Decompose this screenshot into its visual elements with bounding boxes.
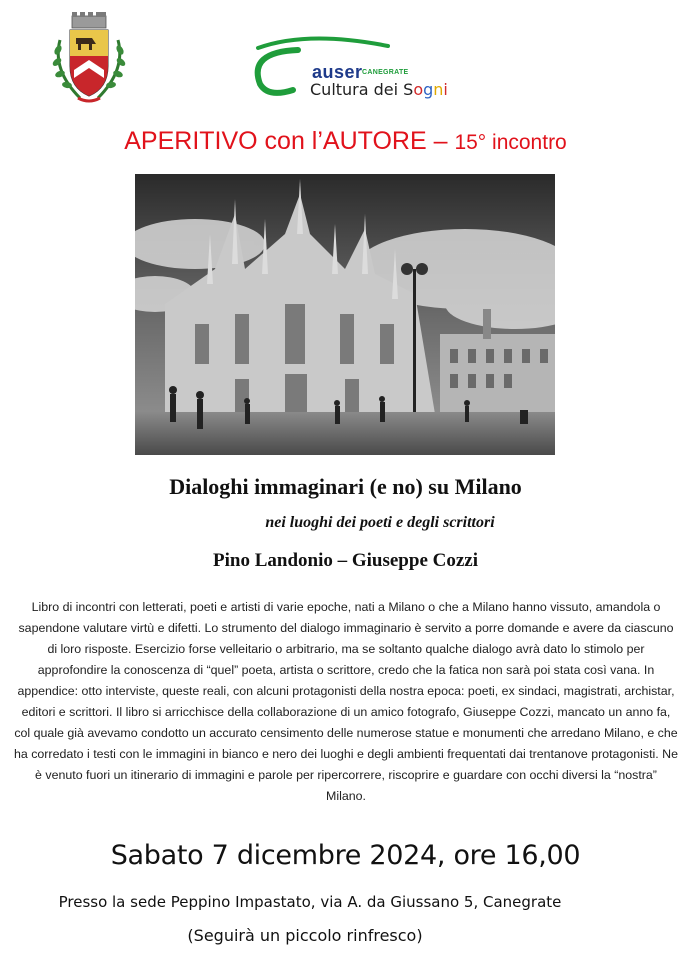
book-subtitle: nei luoghi dei poeti e degli scrittori [265,514,495,531]
event-note: (Seguirà un piccolo rinfresco) [187,926,423,945]
auser-wordmark: auser [312,62,363,82]
cultura-dei-sogni-wordmark: Cultura dei Sogni [310,80,448,99]
book-authors: Pino Landonio – Giuseppe Cozzi [213,550,478,571]
auser-location: CANEGRATE [362,69,409,76]
event-title: APERITIVO con l’AUTORE – 15° incontro [124,127,567,155]
book-title: Dialoghi immaginari (e no) su Milano [169,474,522,499]
event-date: Sabato 7 dicembre 2024, ore 16,00 [110,840,581,871]
duomo-milano-photo [135,174,555,455]
coat-of-arms-logo [50,10,128,108]
book-description: Libro di incontri con letterati, poeti e artisti di varie epoche, nati a Milano o che a Milano hanno vissuto, amandola o sapendone valutare virtù e difetti. Lo strumento del dialogo immaginario è servito a porre domande e avere da ciascuno di loro risposte. Esercizio forse velleitario o arbitrario, ma se soltanto qualche dialogo avrà dato lo stimolo per approfondire la conoscenza di “quel” poeta, artista o scrittore, credo che la fatica non sarà poi stata così vana. In appendice: otto interviste, queste reali, con alcuni protagonisti della nostra epoca: poeti, ex sindaci, magistrati, archistar, editori e scrittori. Il libro si arricchisce della collaborazione di un amico fotografo, Giuseppe Cozzi, mancato un anno fa, col quale già avevamo condotto un accurato censimento delle numerose statue e monumenti che arredano Milano, e che ha corredato i testi con le immagini in bianco e nero dei luoghi e degli ambienti frequentati dai trentanove protagonisti. Ne è venuto fuori un itinerario di immagini e parole per ripercorrere, riscoprire e guardare con occhi diversi la “nostra” Milano. [14,600,678,803]
event-venue: Presso la sede Peppino Impastato, via A. da Giussano 5, Canegrate [58,893,562,911]
